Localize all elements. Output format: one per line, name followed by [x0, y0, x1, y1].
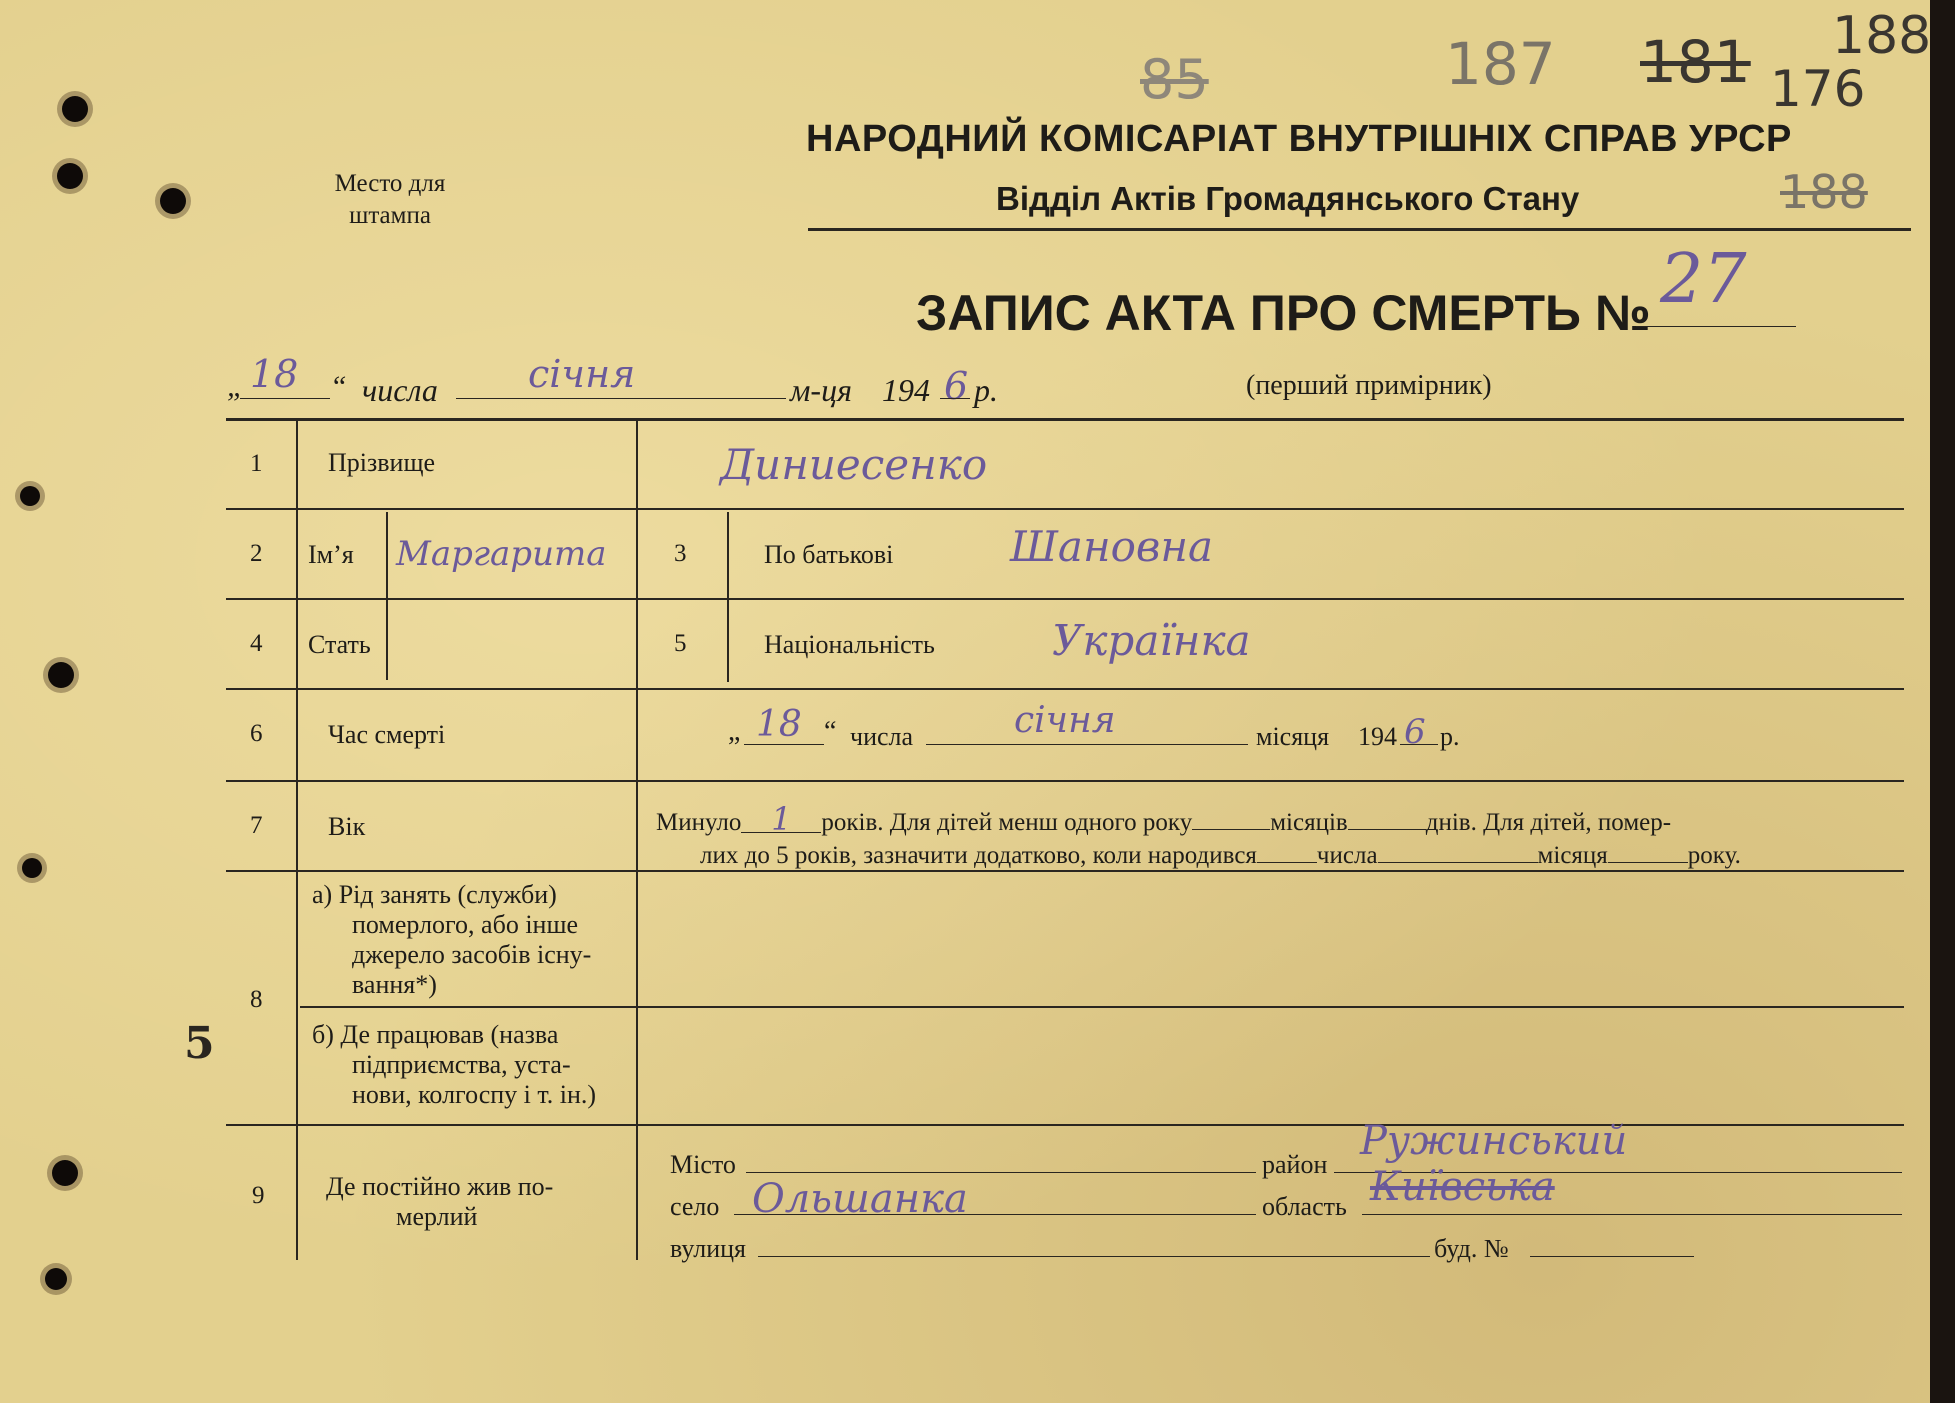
sex-label: Стать — [308, 630, 371, 659]
corner-number: 176 — [1770, 60, 1866, 118]
punch-hole — [20, 486, 40, 506]
date-year-line — [940, 398, 970, 399]
record-number: 27 — [1660, 240, 1747, 319]
age-text: числа — [1316, 842, 1378, 869]
margin-mark: 5 — [184, 1018, 215, 1069]
death-r: р. — [1440, 722, 1460, 751]
age-months-blank — [1192, 811, 1270, 830]
date-r: р. — [974, 372, 998, 408]
city-label: Місто — [670, 1150, 736, 1179]
building-line — [1530, 1256, 1694, 1257]
age-text: днів. Для дітей, помер- — [1425, 809, 1672, 836]
punch-hole — [45, 1268, 67, 1290]
row-number: 8 — [250, 986, 263, 1013]
first-name-value: Маргарита — [396, 534, 607, 574]
occupation-label — [312, 880, 628, 1000]
date-chysla: числа — [362, 372, 438, 408]
punch-hole — [22, 858, 42, 878]
age-text: місяців — [1270, 809, 1348, 836]
corner-number: 188 — [1780, 165, 1868, 219]
village-value: Ольшанка — [752, 1176, 968, 1222]
stamp-place-line: штампа — [349, 202, 431, 229]
surname-label: Прізвище — [328, 448, 436, 477]
occupation-label-line: а) Рід занять (служби) — [312, 880, 557, 909]
row-number: 2 — [250, 540, 263, 567]
patronymic-value: Шановна — [1010, 522, 1214, 571]
district-value: Ружинський — [1360, 1118, 1628, 1164]
row-number: 6 — [250, 720, 263, 747]
age-days-blank — [1348, 811, 1426, 830]
col-divider — [386, 512, 388, 680]
quote-mark: “ — [330, 370, 347, 403]
quote-mark: “ — [824, 716, 837, 747]
punch-hole — [52, 1160, 78, 1186]
header-rule — [808, 228, 1911, 231]
nationality-value: Українка — [1052, 616, 1251, 665]
corner-number: 187 — [1445, 30, 1556, 98]
row-rule — [226, 870, 1904, 872]
quote-mark: „ — [227, 370, 244, 403]
stamp-place-line: Место для — [334, 170, 446, 197]
col-divider — [296, 420, 298, 1260]
street-line — [758, 1256, 1430, 1257]
stamp-place — [300, 168, 480, 232]
village-label: село — [670, 1192, 720, 1221]
header-department: Відділ Актів Громадянського Стану — [996, 180, 1580, 217]
age-text: років. Для дітей менш одного року — [821, 809, 1193, 836]
date-month: січня — [528, 352, 636, 396]
building-label: буд. № — [1434, 1234, 1509, 1263]
death-day: 18 — [756, 704, 802, 745]
death-time-label: Час смерті — [328, 720, 446, 749]
birth-year-blank — [1608, 844, 1688, 863]
death-year-digit: 6 — [1404, 712, 1426, 752]
date-month-line — [456, 398, 786, 399]
death-chysla: числа — [850, 722, 914, 751]
occupation-label-line: вання*) — [352, 970, 437, 999]
row-rule — [226, 598, 1904, 600]
col-divider — [727, 512, 729, 682]
corner-number: 181 — [1640, 28, 1751, 96]
row-number: 9 — [252, 1182, 265, 1209]
workplace-label-line: б) Де працював (назва — [312, 1020, 559, 1049]
row-number: 7 — [250, 812, 263, 839]
death-month: січня — [1014, 700, 1116, 741]
workplace-label-line: підприємства, уста- — [352, 1050, 571, 1079]
death-day-line — [744, 744, 824, 745]
street-label: вулиця — [670, 1234, 747, 1263]
residence-label-line: Де постійно жив по- — [326, 1172, 554, 1201]
copy-label: (перший примірник) — [1246, 370, 1492, 401]
punch-hole — [48, 662, 74, 688]
region-label: область — [1262, 1192, 1347, 1221]
patronymic-label: По батькові — [764, 540, 894, 569]
district-label: район — [1262, 1150, 1328, 1179]
row-number: 3 — [674, 540, 687, 567]
corner-number: 188 — [1832, 6, 1932, 66]
first-name-label: Ім’я — [308, 540, 354, 569]
age-line-1 — [656, 800, 1672, 838]
row-number: 4 — [250, 630, 263, 657]
workplace-label — [312, 1020, 628, 1110]
age-minulo: Минуло — [656, 809, 742, 836]
surname-value: Диниесенко — [720, 440, 988, 489]
date-year-digit: 6 — [944, 364, 969, 408]
workplace-label-line: нови, колгоспу і т. ін.) — [352, 1080, 597, 1109]
corner-number: 85 — [1140, 48, 1209, 111]
row-number: 5 — [674, 630, 687, 657]
residence-label-line: мерлий — [396, 1202, 478, 1231]
death-year-line — [1400, 744, 1438, 745]
punch-hole — [62, 96, 88, 122]
punch-hole — [160, 188, 186, 214]
row-number: 1 — [250, 450, 263, 477]
col-divider — [636, 420, 638, 1260]
occupation-label-line: померлого, або інше — [352, 910, 579, 939]
city-line — [746, 1172, 1256, 1173]
region-line — [1362, 1214, 1902, 1215]
header-ministry: НАРОДНИЙ КОМІСАРІАТ ВНУТРІШНІХ СПРАВ УРСР — [806, 118, 1792, 160]
birth-day-blank — [1257, 844, 1317, 863]
nationality-label: Національність — [764, 630, 935, 659]
punch-hole — [57, 163, 83, 189]
row-rule — [226, 780, 1904, 782]
age-text: лих до 5 років, зазначити додатково, коли народився — [700, 842, 1257, 869]
age-line-2 — [700, 842, 1741, 870]
row-rule — [226, 1124, 1904, 1126]
death-month-line — [926, 744, 1248, 745]
age-text: року. — [1687, 842, 1741, 869]
death-misiatsia: місяця — [1256, 722, 1330, 751]
date-day: 18 — [250, 352, 299, 396]
death-year-prefix: 194 — [1358, 722, 1397, 751]
age-text: місяця — [1537, 842, 1608, 869]
row-rule — [300, 1006, 1904, 1008]
row-rule — [226, 688, 1904, 690]
date-day-line — [240, 398, 330, 399]
row-rule — [226, 508, 1904, 510]
age-years-value: 1 — [741, 806, 821, 833]
date-mtsia: м-ця — [790, 372, 852, 408]
age-label: Вік — [328, 812, 366, 841]
table-top-rule — [226, 418, 1904, 421]
page-title: ЗАПИС АКТА ПРО СМЕРТЬ № — [916, 285, 1651, 341]
date-year-prefix: 194 — [882, 372, 930, 408]
quote-mark: „ — [728, 716, 741, 747]
region-value: Київська — [1370, 1164, 1555, 1210]
birth-month-blank — [1378, 844, 1538, 863]
record-number-line — [1636, 326, 1796, 327]
occupation-label-line: джерело засобів існу- — [352, 940, 592, 969]
residence-label — [326, 1172, 622, 1232]
